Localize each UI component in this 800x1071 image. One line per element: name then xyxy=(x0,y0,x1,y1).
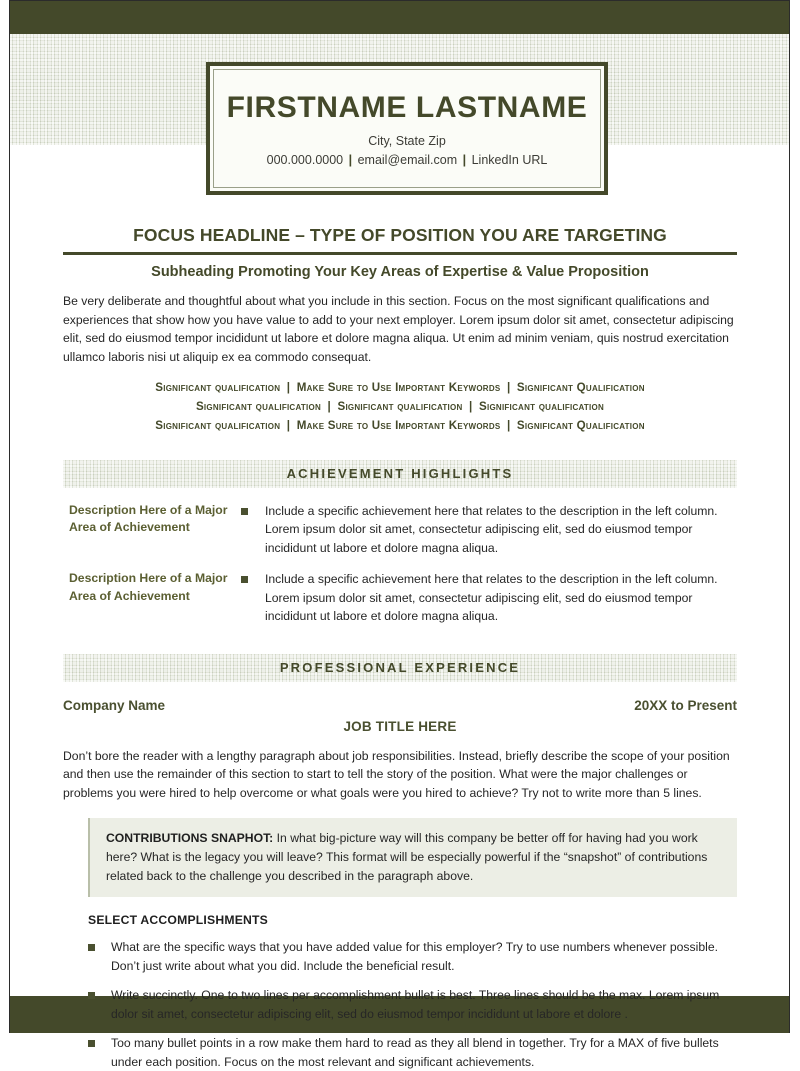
achievement-row xyxy=(63,557,737,626)
employment-dates: 20XX to Present xyxy=(634,697,737,713)
accomplishment-item xyxy=(88,1034,737,1071)
headline-divider-rule xyxy=(63,252,737,255)
job-title: JOB TITLE HERE xyxy=(343,718,457,734)
contributions-snapshot-text: In what big-picture way will this company be better off for having had you work here? What is the legacy you will leave? This format will be especially powerful if the “snapshot” of contributions related back to the challenge you described in the paragraph above. xyxy=(106,831,708,884)
linkedin-url-text[interactable]: LinkedIn URL xyxy=(471,153,548,167)
keyword-1a: Significant qualification xyxy=(155,381,281,395)
achievement-area-label: Description Here of a Major Area of Achievement xyxy=(69,502,228,534)
accomplishment-item xyxy=(88,938,737,975)
company-header-row xyxy=(63,698,737,713)
keyword-1c: Significant Qualification xyxy=(516,381,645,395)
keyword-line-3 xyxy=(63,417,737,436)
square-bullet-icon xyxy=(241,576,248,583)
email-text[interactable]: email@email.com xyxy=(357,153,458,167)
phone-text: 000.000.0000 xyxy=(266,153,344,167)
square-bullet-icon xyxy=(241,508,248,515)
accomplishment-text: What are the specific ways that you have added value for this employer? Try to use numbers whenever possible. Don’t just write about what you did. Include the beneficial result. xyxy=(111,940,718,973)
keyword-3a: Significant qualification xyxy=(155,418,281,432)
keyword-2c: Significant qualification xyxy=(478,399,605,413)
location-line: City, State Zip xyxy=(368,133,446,148)
keyword-separator: | xyxy=(469,399,473,413)
achievement-text: Include a specific achievement here that relates to the description in the left column. Lorem ipsum dolor sit amet, consectetur adipiscing elit, sed do eiusmod tempor incididunt ut labore et dolore magna aliqua. xyxy=(265,572,718,624)
keyword-list xyxy=(63,379,737,435)
achievement-detail xyxy=(241,502,737,558)
achievement-detail xyxy=(241,570,737,626)
keyword-separator: | xyxy=(506,418,511,432)
job-summary-paragraph: Don’t bore the reader with a lengthy paragraph about job responsibilities. Instead, briefly describe the scope of your position and then use the remainder of this section to start to tell the story of the position. What were the major challenges or problems you were hired to help overcome or what goals were you hired to achieve? Try not to write more than 5 lines. xyxy=(63,748,730,800)
accomplishment-item xyxy=(88,986,737,1023)
achievement-row xyxy=(63,488,737,558)
section-header-achievement-highlights: ACHIEVEMENT HIGHLIGHTS xyxy=(63,460,737,488)
accomplishment-text: Write succinctly. One to two lines per accomplishment bullet is best. Three lines should be the max. Lorem ipsum dolor sit amet, consectetur adipiscing elit, sed do eiusmod tempor incididunt ut labore et dolore . xyxy=(111,988,720,1021)
accomplishments-list xyxy=(88,938,737,1071)
square-bullet-icon xyxy=(88,1040,95,1047)
contact-separator-2: | xyxy=(462,153,467,167)
focus-headline: FOCUS HEADLINE – TYPE OF POSITION YOU ARE TARGETING xyxy=(133,225,667,245)
keyword-1b: Make Sure to Use Important Keywords xyxy=(296,381,501,395)
document-body xyxy=(0,145,800,1071)
keyword-2b: Significant qualification xyxy=(337,399,463,413)
full-name: FIRSTNAME LASTNAME xyxy=(226,90,588,124)
keyword-3c: Significant Qualification xyxy=(516,418,645,432)
top-decorative-band xyxy=(10,1,789,34)
keyword-line-1 xyxy=(63,379,737,398)
square-bullet-icon xyxy=(88,992,95,999)
keyword-line-2 xyxy=(63,398,737,417)
square-bullet-icon xyxy=(88,944,95,951)
section-header-professional-experience: PROFESSIONAL EXPERIENCE xyxy=(63,654,737,682)
keyword-2a: Significant qualification xyxy=(195,399,321,413)
keyword-separator: | xyxy=(286,418,291,432)
contributions-snapshot-box xyxy=(88,818,737,897)
keyword-separator: | xyxy=(286,381,291,395)
achievement-area-label: Description Here of a Major Area of Achievement xyxy=(69,571,228,603)
contact-separator-1: | xyxy=(348,153,353,167)
accomplishment-text: Too many bullet points in a row make them hard to read as they all blend in together. Try for a MAX of five bullets under each position. Focus on the most relevant and significant achievements. xyxy=(111,1036,719,1069)
keyword-separator: | xyxy=(327,399,331,413)
select-accomplishments-title: SELECT ACCOMPLISHMENTS xyxy=(88,913,268,928)
contributions-snapshot-label: CONTRIBUTIONS SNAPHOT: xyxy=(106,831,274,846)
achievement-text: Include a specific achievement here that relates to the description in the left column. Lorem ipsum dolor sit amet, consectetur adipiscing elit, sed do eiusmod tempor incididunt ut labore et dolore magna aliqua. xyxy=(265,503,718,555)
company-name: Company Name xyxy=(63,697,166,713)
focus-subheading: Subheading Promoting Your Key Areas of Expertise & Value Proposition xyxy=(151,264,649,280)
keyword-3b: Make Sure to Use Important Keywords xyxy=(296,418,501,432)
focus-summary-paragraph: Be very deliberate and thoughtful about what you include in this section. Focus on the most significant qualifications and experiences that show how you have value to add to your next employer. Lorem ipsum dolor sit amet, consectetur adipiscing elit, sed do eiusmod tempor incididunt ut labore et dolore magna aliqua. Ut enim ad minim veniam, quis nostrud exercitation ullamco laboris nisi ut aliquip ex ea commodo consequat. xyxy=(63,294,734,364)
keyword-separator: | xyxy=(506,381,511,395)
